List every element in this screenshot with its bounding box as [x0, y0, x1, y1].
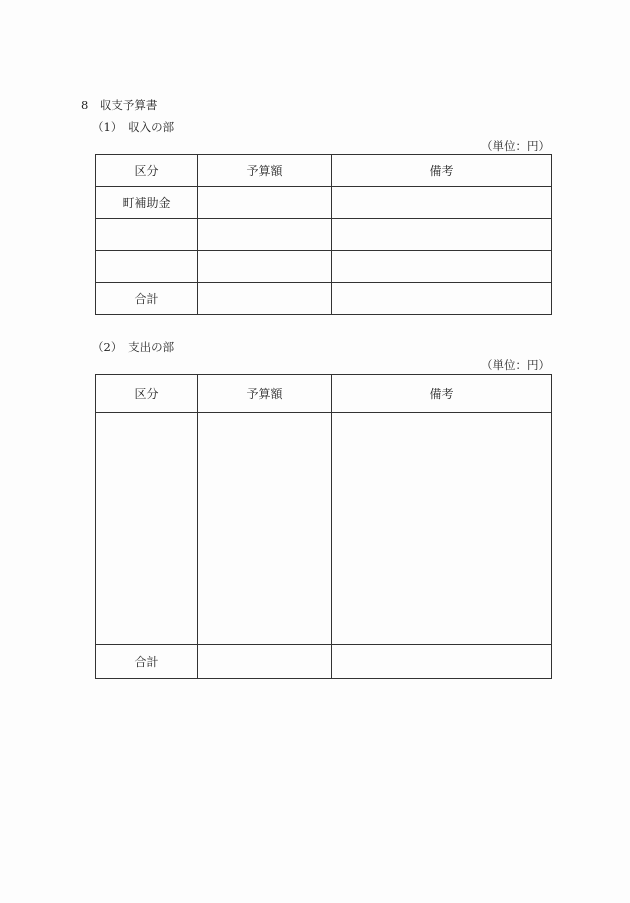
expense-table [95, 374, 552, 679]
table-header-row [96, 375, 552, 413]
income-table [95, 154, 552, 315]
table-cell: 合計 [96, 283, 198, 315]
income-heading: （1） 収入の部 [92, 120, 175, 134]
total-row [96, 645, 552, 679]
column-header-remarks: 備考 [332, 155, 552, 187]
table-cell [332, 187, 552, 219]
table-cell [198, 645, 332, 679]
table-cell [96, 413, 198, 645]
table-cell [198, 187, 332, 219]
table-cell: 町補助金 [96, 187, 198, 219]
expense-heading: （2） 支出の部 [92, 340, 175, 354]
table-cell [332, 645, 552, 679]
section-title: 8 収支予算書 [81, 98, 158, 112]
table-cell [198, 251, 332, 283]
table-row [96, 219, 552, 251]
table-cell [96, 251, 198, 283]
table-cell [198, 413, 332, 645]
table-header-row [96, 155, 552, 187]
table-row [96, 251, 552, 283]
column-header-category: 区分 [96, 155, 198, 187]
income-unit-label: （単位：円） [481, 139, 550, 153]
table-cell: 合計 [96, 645, 198, 679]
table-row [96, 413, 552, 645]
column-header-remarks: 備考 [332, 375, 552, 413]
total-row [96, 283, 552, 315]
column-header-budget: 予算額 [198, 155, 332, 187]
expense-unit-label: （単位：円） [481, 358, 550, 372]
table-cell [198, 283, 332, 315]
table-cell [198, 219, 332, 251]
table-cell [332, 413, 552, 645]
table-cell [96, 219, 198, 251]
table-cell [332, 251, 552, 283]
column-header-budget: 予算額 [198, 375, 332, 413]
column-header-category: 区分 [96, 375, 198, 413]
table-cell [332, 283, 552, 315]
table-row [96, 187, 552, 219]
table-cell [332, 219, 552, 251]
